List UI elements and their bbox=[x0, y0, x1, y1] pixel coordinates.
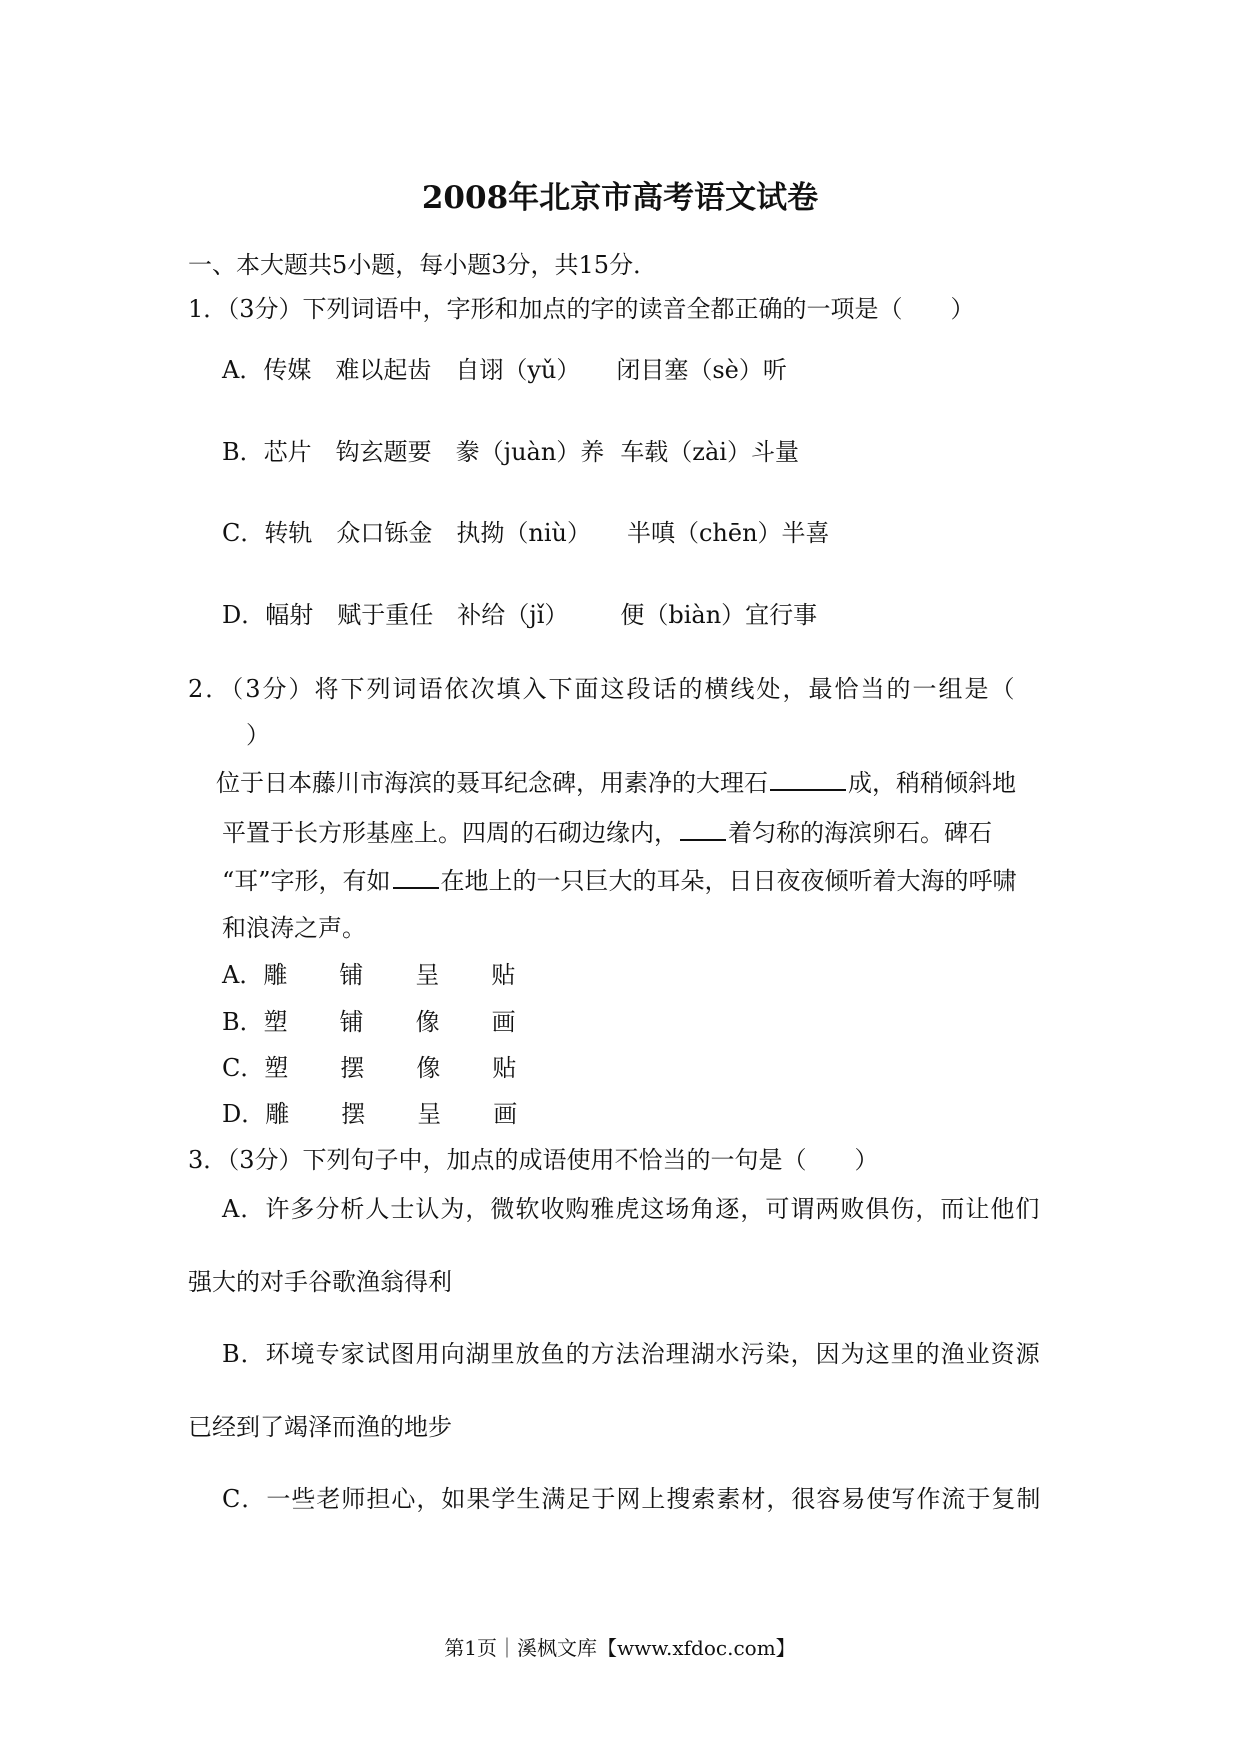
option-char: 画 bbox=[491, 1008, 516, 1036]
q1-stem: 1．（3分）下列词语中，字形和加点的字的读音全都正确的一项是（ ） bbox=[188, 295, 975, 323]
q3-stem: 3．（3分）下列句子中，加点的成语使用不恰当的一句是（ ） bbox=[188, 1146, 879, 1174]
option-label: D． bbox=[222, 1100, 266, 1128]
option-label: C． bbox=[222, 1054, 265, 1082]
passage-text: 成，稍稍倾斜地 bbox=[848, 769, 1016, 797]
q2-option-b bbox=[222, 1005, 516, 1039]
option-word: 闭目塞（sè）听 bbox=[616, 356, 787, 384]
q3-option-a-line-1: A．许多分析人士认为，微软收购雅虎这场角逐，可谓两败俱伤，而让他们 bbox=[222, 1195, 1041, 1223]
option-word: 幅射 bbox=[265, 601, 314, 629]
q2-stem-close: ） bbox=[246, 721, 270, 749]
q3-option-b-line-2: 已经到了竭泽而渔的地步 bbox=[188, 1413, 452, 1441]
q2-stem: 2．（3分）将下列词语依次填入下面这段话的横线处，最恰当的一组是（ bbox=[188, 675, 1017, 703]
passage-text: 平置于长方形基座上。四周的石砌边缘内， bbox=[222, 819, 678, 847]
option-char: 雕 bbox=[263, 961, 288, 989]
q1-option-c bbox=[222, 516, 830, 550]
option-char: 呈 bbox=[415, 961, 440, 989]
option-label: B． bbox=[222, 438, 264, 466]
option-word: 转轨 bbox=[264, 519, 313, 547]
q2-passage-line-3 bbox=[222, 863, 1017, 898]
q2-option-a bbox=[222, 958, 515, 992]
option-char: 画 bbox=[493, 1100, 518, 1128]
option-word: 执拗（niù） bbox=[456, 519, 591, 547]
passage-text: 在地上的一只巨大的耳朵，日日夜夜倾听着大海的呼啸 bbox=[440, 867, 1017, 895]
q2-passage-line-2 bbox=[222, 815, 992, 850]
option-char: 雕 bbox=[265, 1100, 290, 1128]
q3-option-c-line-1: C．一些老师担心，如果学生满足于网上搜索素材，很容易使写作流于复制 bbox=[222, 1485, 1042, 1513]
option-word: 赋于重任 bbox=[337, 601, 434, 629]
option-char: 像 bbox=[415, 1008, 440, 1036]
passage-text: 位于日本藤川市海滨的聂耳纪念碑，用素净的大理石 bbox=[216, 769, 768, 797]
q1-option-a bbox=[222, 353, 787, 387]
q3-option-b-line-1: B．环境专家试图用向湖里放鱼的方法治理湖水污染，因为这里的渔业资源 bbox=[222, 1340, 1041, 1368]
option-char: 摆 bbox=[340, 1054, 365, 1082]
q2-passage-line-4: 和浪涛之声。 bbox=[222, 914, 366, 942]
option-label: B． bbox=[222, 1008, 264, 1036]
option-char: 铺 bbox=[339, 1008, 364, 1036]
q2-option-d bbox=[222, 1097, 517, 1131]
section-heading: 一、本大题共5小题，每小题3分，共15分． bbox=[188, 251, 658, 279]
option-char: 像 bbox=[416, 1054, 441, 1082]
passage-text: “耳”字形，有如 bbox=[222, 867, 391, 895]
q3-option-a-line-2: 强大的对手谷歌渔翁得利 bbox=[188, 1268, 452, 1296]
option-label: C． bbox=[222, 519, 265, 547]
option-word: 芯片 bbox=[263, 438, 312, 466]
option-label: D． bbox=[222, 601, 266, 629]
option-word: 半嗔（chēn）半喜 bbox=[626, 519, 830, 547]
option-word: 钩玄题要 bbox=[335, 438, 432, 466]
option-word: 难以起齿 bbox=[335, 356, 432, 384]
option-label: A． bbox=[222, 961, 264, 989]
option-word: 便（biàn）宜行事 bbox=[620, 601, 818, 629]
option-char: 塑 bbox=[263, 1008, 288, 1036]
option-word: 自诩（yǔ） bbox=[455, 356, 581, 384]
option-char: 摆 bbox=[341, 1100, 366, 1128]
option-word: 补给（jǐ） bbox=[457, 601, 569, 629]
page-title: 2008年北京市高考语文试卷 bbox=[421, 180, 819, 216]
option-char: 贴 bbox=[492, 1054, 517, 1082]
q1-option-d bbox=[222, 598, 817, 632]
fill-blank bbox=[680, 815, 726, 841]
option-char: 呈 bbox=[417, 1100, 442, 1128]
option-char: 贴 bbox=[491, 961, 516, 989]
option-word: 众口铄金 bbox=[336, 519, 433, 547]
fill-blank bbox=[393, 863, 439, 889]
option-char: 铺 bbox=[339, 961, 364, 989]
passage-text: 着匀称的海滨卵石。碑石 bbox=[728, 819, 992, 847]
option-word: 车载（zài）斗量 bbox=[620, 438, 799, 466]
q1-option-b bbox=[222, 435, 799, 469]
page-footer: 第1页｜溪枫文库【www.xfdoc.com】 bbox=[444, 1636, 796, 1660]
option-word: 豢（juàn）养 bbox=[455, 438, 605, 466]
option-label: A． bbox=[222, 356, 264, 384]
q2-option-c bbox=[222, 1051, 516, 1085]
option-char: 塑 bbox=[264, 1054, 289, 1082]
option-word: 传媒 bbox=[263, 356, 312, 384]
q2-passage-line-1 bbox=[216, 765, 1016, 800]
fill-blank bbox=[770, 765, 846, 791]
